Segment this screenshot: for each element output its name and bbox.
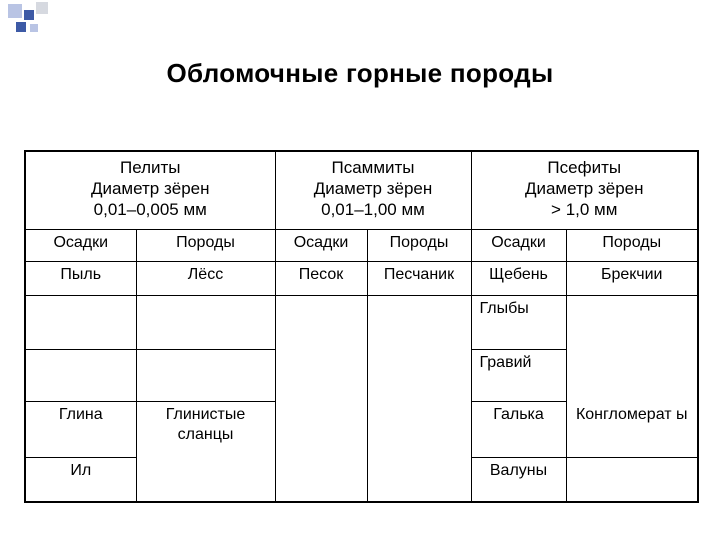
grain-diameter-range: 0,01–0,005 мм — [93, 200, 207, 219]
group-name: Пелиты — [119, 158, 181, 177]
cell-empty — [566, 350, 698, 402]
cell-empty — [566, 296, 698, 350]
grain-diameter-range: 0,01–1,00 мм — [321, 200, 425, 219]
subheader-sediments: Осадки — [275, 230, 367, 262]
cell-empty — [275, 296, 367, 350]
cell-empty — [566, 458, 698, 503]
group-name: Псефиты — [547, 158, 622, 177]
subheader-sediments: Осадки — [25, 230, 136, 262]
cell-empty — [367, 350, 471, 402]
subheader-rocks: Породы — [367, 230, 471, 262]
grain-diameter-label: Диаметр зёрен — [90, 179, 210, 198]
subheader-rocks: Породы — [566, 230, 698, 262]
cell-psef-sediment: Валуны — [471, 458, 566, 503]
cell-empty — [25, 350, 136, 402]
table-row — [25, 296, 698, 350]
group-pelity — [25, 151, 275, 230]
cell-pelit-sediment: Пыль — [25, 262, 136, 296]
cell-empty — [136, 458, 275, 503]
cell-empty — [136, 296, 275, 350]
grain-diameter-label: Диаметр зёрен — [524, 179, 644, 198]
cell-empty — [275, 350, 367, 402]
cell-psam-rock: Песчаник — [367, 262, 471, 296]
table-row — [25, 262, 698, 296]
cell-psef-sediment: Глыбы — [471, 296, 566, 350]
cell-empty — [367, 402, 471, 458]
cell-psam-sediment: Песок — [275, 262, 367, 296]
cell-empty — [367, 458, 471, 503]
cell-empty — [275, 458, 367, 503]
cell-psef-sediment: Гравий — [471, 350, 566, 402]
cell-empty — [136, 350, 275, 402]
cell-pelit-rock: Глинистые сланцы — [136, 402, 275, 458]
rock-classification-table — [24, 150, 699, 503]
subheader-rocks: Породы — [136, 230, 275, 262]
table-row — [25, 458, 698, 503]
subheader-sediments: Осадки — [471, 230, 566, 262]
cell-psef-sediment: Щебень — [471, 262, 566, 296]
corner-decoration — [0, 0, 60, 40]
cell-pelit-sediment: Глина — [25, 402, 136, 458]
cell-pelit-rock: Лёсс — [136, 262, 275, 296]
table-row — [25, 402, 698, 458]
cell-psef-rock: Конгломерат ы — [566, 402, 698, 458]
cell-psef-sediment: Галька — [471, 402, 566, 458]
subheader-row — [25, 230, 698, 262]
page-title: Обломочные горные породы — [166, 58, 554, 88]
group-header-row — [25, 151, 698, 230]
group-psefity — [471, 151, 698, 230]
cell-empty — [367, 296, 471, 350]
cell-empty — [275, 402, 367, 458]
table-row — [25, 350, 698, 402]
grain-diameter-label: Диаметр зёрен — [313, 179, 433, 198]
group-name: Псаммиты — [331, 158, 415, 177]
grain-diameter-range: > 1,0 мм — [551, 200, 618, 219]
cell-empty — [25, 296, 136, 350]
cell-psef-rock: Брекчии — [566, 262, 698, 296]
cell-pelit-sediment: Ил — [25, 458, 136, 503]
group-psammity — [275, 151, 471, 230]
